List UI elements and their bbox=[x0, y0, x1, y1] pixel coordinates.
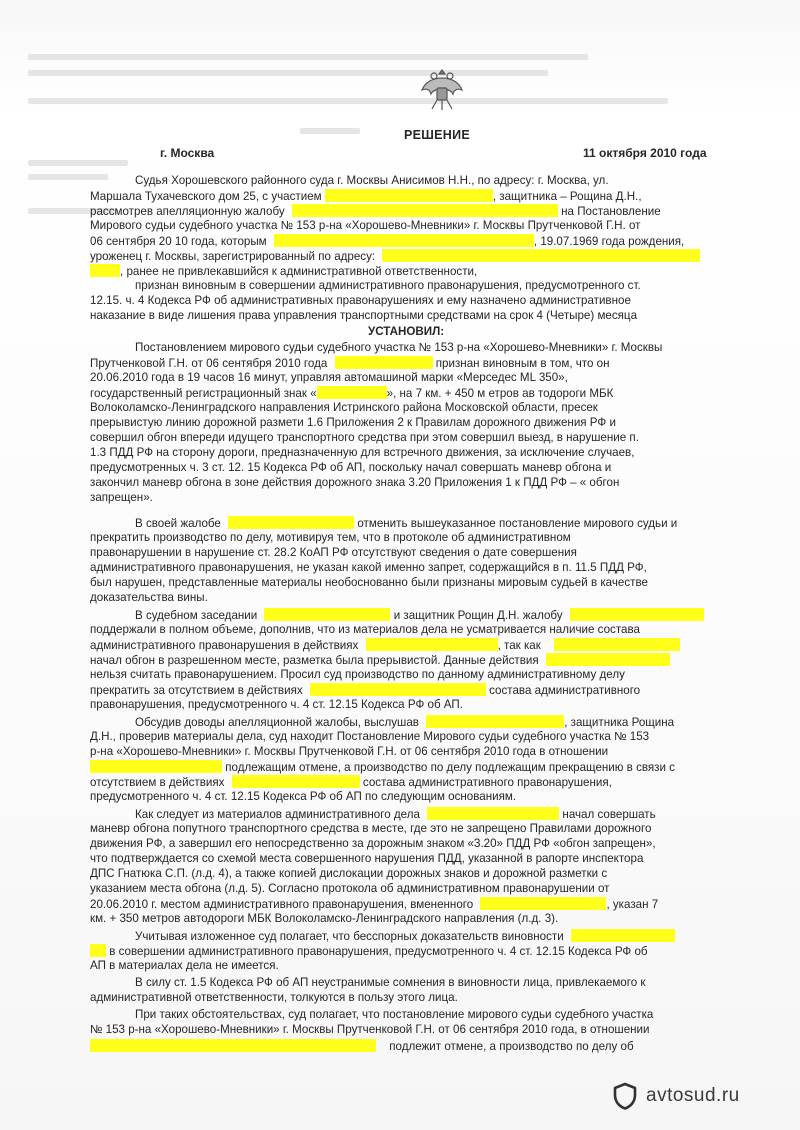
text-line: рассмотрев апелляционную жалобу на Постановление bbox=[90, 205, 661, 218]
coat-of-arms-emblem bbox=[417, 64, 467, 114]
redaction-highlight bbox=[274, 234, 534, 247]
document-title: РЕШЕНИЕ bbox=[404, 128, 471, 142]
text-line: Волоколамско-Ленинградского направления Истринского района Московской области, пресек bbox=[90, 401, 598, 414]
redaction-highlight bbox=[90, 760, 222, 773]
text-line: предусмотренного ч. 4 ст. 12.15 Кодекса РФ об АП по следующим основаниям. bbox=[90, 790, 517, 803]
text-line: В судебном заседании и защитник Рощин Д.Н. жалобу bbox=[135, 608, 704, 623]
text-line: прекратить за отсутствием в действиях состава административного bbox=[90, 684, 641, 697]
text-line: признан виновным в совершении административного правонарушения, предусмотренного ст. bbox=[135, 279, 641, 292]
text-line: что подтверждается со схемой места совершенного нарушения ПДД, указанной в рапорте инспектора bbox=[90, 852, 644, 865]
shield-icon bbox=[612, 1082, 638, 1110]
text-line: Маршала Тухачевского дом 25, с участием , защитника – Рощина Д.Н., bbox=[90, 190, 642, 203]
redaction-highlight bbox=[292, 204, 558, 217]
text-line: Д.Н., проверив материалы дела, суд находит Постановление Мирового судьи судебного участка № 153 bbox=[90, 730, 650, 743]
text-line: 1.3 ПДД РФ на сторону дороги, предназначенную для встречного движения, за исключение случаев, bbox=[90, 446, 635, 459]
text-line: правонарушения, предусмотренного ч. 4 ст. 12.15 Кодекса РФ об АП. bbox=[90, 698, 463, 711]
redaction-highlight bbox=[90, 264, 120, 277]
text-line: доказательства вины. bbox=[90, 591, 208, 604]
text-line: 06 сентября 20 10 года, которым , 19.07.1969 года рождения, bbox=[90, 235, 685, 248]
redaction-highlight bbox=[335, 356, 433, 369]
text-line: подлежащим отмене, а производство по делу подлежащим прекращению в связи с bbox=[90, 760, 675, 775]
redaction-highlight bbox=[554, 638, 680, 651]
text-line: был нарушен, представленные материалы необоснованно были признаны мировым судьей в качестве bbox=[90, 576, 648, 589]
redaction-highlight bbox=[427, 807, 559, 820]
document-date: 11 октября 2010 года bbox=[583, 146, 707, 160]
text-line: в совершении административного правонарушения, предусмотренного ч. 4 ст. 12.15 Кодекса РФ об bbox=[90, 944, 648, 959]
text-line: начал обгон в разрешенном месте, разметка была прерывистой. Данные действия bbox=[90, 653, 670, 668]
redaction-highlight bbox=[426, 715, 564, 728]
text-line: предусмотренных ч. 3 ст. 12. 15 Кодекса РФ об АП, поскольку начал совершать маневр обгона и bbox=[90, 461, 612, 474]
text-line: прекратить производство по делу, мотивируя тем, что в протоколе об административном bbox=[90, 531, 571, 544]
text-line: 20.06.2010 г. местом административного правонарушения, вмененного , указан 7 bbox=[90, 898, 659, 911]
text-line: Прутченковой Г.Н. от 06 сентября 2010 года признан виновным в том, что он bbox=[90, 357, 610, 370]
text-line: административного правонарушения, не указан какой именно запрет, содержащийся в п. 11.5 ПДД РФ, bbox=[90, 561, 647, 574]
redaction-highlight bbox=[366, 638, 498, 651]
text-line: Учитывая изложенное суд полагает, что бесспорных доказательств виновности bbox=[135, 929, 675, 944]
redaction-highlight bbox=[382, 249, 700, 262]
text-line: ДПС Гнатюка С.П. (л.д. 4), а также копией дислокации дорожных знаков и дорожной разметки с bbox=[90, 867, 608, 880]
text-line: Постановлением мирового судьи судебного участка № 153 р-на «Хорошево-Мневники» г. Москвы bbox=[135, 341, 663, 354]
redaction-highlight bbox=[264, 608, 390, 621]
bleed-through-line bbox=[28, 54, 588, 60]
text-line: административного правонарушения в действиях , так как bbox=[90, 638, 680, 653]
redaction-highlight bbox=[232, 775, 360, 788]
text-line: административной ответственности, толкуются в пользу этого лица. bbox=[90, 991, 458, 1004]
text-line: поддержали в полном объеме, дополнив, что из материалов дела не усматривается наличие состава bbox=[90, 623, 640, 636]
redaction-highlight bbox=[317, 386, 387, 399]
text-line: Обсудив доводы апелляционной жалобы, выслушав , защитника Рощина bbox=[135, 716, 675, 729]
bleed-through-line bbox=[28, 174, 108, 180]
text-line: государственный регистрационный знак « », на 7 км. + 450 м етров ав тодороги МБК bbox=[90, 387, 614, 400]
text-line: нельзя считать правонарушением. Просил суд производство по данному административному делу bbox=[90, 668, 625, 681]
text-line: Как следует из материалов административного дела начал совершать bbox=[135, 808, 656, 821]
redaction-highlight bbox=[571, 929, 675, 942]
bleed-through-line bbox=[28, 160, 128, 166]
text-line: правонарушении в нарушение ст. 28.2 КоАП РФ отсутствуют сведения о дате совершения bbox=[90, 546, 577, 559]
text-line: отсутствием в действиях состава административного правонарушения, bbox=[90, 776, 612, 789]
text-line: уроженец г. Москвы, зарегистрированный по адресу: bbox=[90, 249, 700, 264]
text-line: В силу ст. 1.5 Кодекса РФ об АП неустранимые сомнения в виновности лица, привлекаемого к bbox=[135, 976, 646, 989]
redaction-highlight bbox=[570, 608, 704, 621]
text-line: маневр обгона попутного транспортного средства в месте, где это не запрещено Правилами дорожного bbox=[90, 822, 652, 835]
text-line: подлежит отмене, а производство по делу об bbox=[90, 1039, 634, 1054]
redaction-highlight bbox=[546, 653, 670, 666]
watermark-text: avtosud.ru bbox=[646, 1085, 740, 1106]
bleed-through-line bbox=[28, 98, 668, 104]
text-line: При таких обстоятельствах, суд полагает, что постановление мирового судьи судебного участка bbox=[135, 1008, 654, 1021]
bleed-through-line bbox=[28, 70, 548, 76]
text-line: закончил маневр обгона в зоне действия дорожного знака 3.20 Приложения 1 к ПДД РФ – « обгон bbox=[90, 476, 620, 489]
text-line: № 153 р-на «Хорошево-Мневники» г. Москвы Прутченковой Г.Н. от 06 сентября 2010 года, в отношении bbox=[90, 1023, 650, 1036]
text-line: , ранее не привлекавшийся к административной ответственности, bbox=[90, 264, 477, 279]
text-line: Судья Хорошевского районного суда г. Москвы Анисимов Н.Н., по адресу: г. Москва, ул. bbox=[135, 174, 609, 187]
bleed-through-line bbox=[300, 128, 360, 134]
redaction-highlight bbox=[480, 897, 606, 910]
redaction-highlight bbox=[228, 516, 354, 529]
text-line: наказание в виде лишения права управления транспортными средствами на срок 4 (Четыре) месяца bbox=[90, 309, 638, 322]
text-line: запрещен». bbox=[90, 491, 153, 504]
text-line: указанием места обгона (л.д. 5). Согласно протокола об административном правонарушении от bbox=[90, 882, 610, 895]
document-city: г. Москва bbox=[160, 146, 215, 160]
text-line: 20.06.2010 года в 19 часов 16 минут, управляя автомашиной марки «Мерседес ML 350», bbox=[90, 371, 568, 384]
text-line: АП в материалах дела не имеется. bbox=[90, 959, 279, 972]
text-line: Мирового судьи судебного участка № 153 р-на «Хорошево-Мневники» г. Москвы Прутченковой Г.Н. от bbox=[90, 219, 641, 232]
text-line: км. + 350 метров автодороги МБК Волоколамско-Ленинградского направления (л.д. 3). bbox=[90, 912, 559, 925]
text-line: 12.15. ч. 4 Кодекса РФ об административных правонарушениях и ему назначено административное bbox=[90, 294, 631, 307]
text-line: В своей жалобе отменить вышеуказанное постановление мирового судьи и bbox=[135, 517, 678, 530]
redaction-highlight bbox=[90, 1039, 376, 1052]
section-heading: УСТАНОВИЛ: bbox=[368, 325, 445, 338]
redaction-highlight bbox=[325, 189, 493, 202]
text-line: совершил обгон впереди идущего транспортного средства при этом совершил выезд, в нарушение п. bbox=[90, 431, 639, 444]
text-line: прерывистую линию дорожной размети 1.6 Приложения 2 к Правилам дорожного движения РФ и bbox=[90, 416, 616, 429]
redaction-highlight bbox=[310, 683, 486, 696]
redaction-highlight bbox=[90, 944, 106, 957]
text-line: р-на «Хорошево-Мневники» г. Москвы Прутченковой Г.Н. от 06 сентября 2010 года в отношении bbox=[90, 745, 609, 758]
text-line: движения РФ, а завершил его непосредственно за дорожным знаком «3.20» ПДД РФ «обгон запрещен», bbox=[90, 837, 656, 850]
site-watermark bbox=[612, 1082, 740, 1110]
